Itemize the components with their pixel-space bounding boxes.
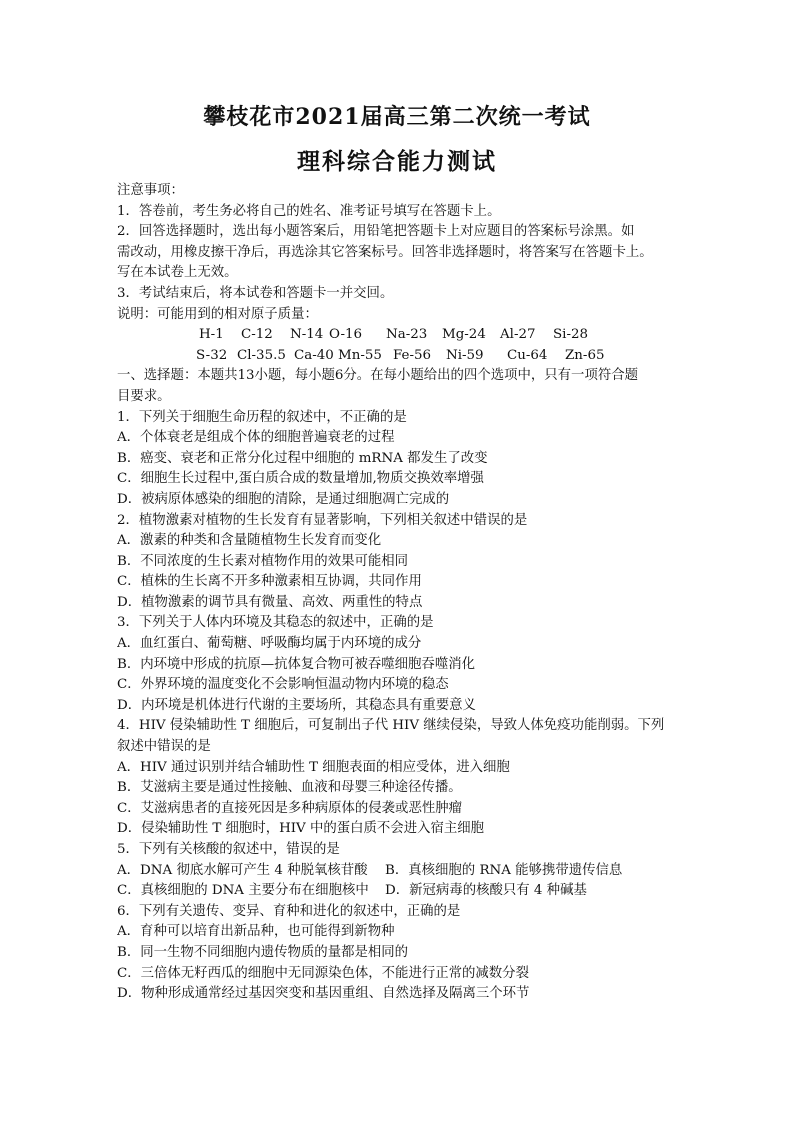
question-4-option-d: D．侵染辅助性 T 细胞时，HIV 中的蛋白质不会进入宿主细胞	[117, 821, 485, 837]
question-4-option-c: C．艾滋病患者的直接死因是多种病原体的侵袭或恶性肿瘤	[117, 800, 463, 816]
exam-title: 攀枝花市2021届高三第二次统一考试	[203, 104, 591, 130]
atomic-mass-item: Si-28	[553, 327, 589, 343]
question-3-option-b: B．内环境中形成的抗原—抗体复合物可被吞噬细胞吞噬消化	[117, 656, 475, 672]
question-5-option-d: D．新冠病毒的核酸只有 4 种碱基	[385, 883, 587, 899]
question-3-option-a: A．血红蛋白、葡萄糖、呼吸酶均属于内环境的成分	[117, 636, 422, 652]
question-2-stem: 2．植物激素对植物的生长发育有显著影响，下列相关叙述中错误的是	[117, 512, 528, 528]
question-1-option-c: C．细胞生长过程中,蛋白质合成的数量增加,物质交换效率增强	[117, 471, 484, 487]
question-4-option-a: A．HIV 通过识别并结合辅助性 T 细胞表面的相应受体，进入细胞	[117, 759, 510, 775]
note-item: 需改动，用橡皮擦干净后，再选涂其它答案标号。回答非选择题时，将答案写在答题卡上。	[117, 244, 653, 260]
question-5-option-c: C．真核细胞的 DNA 主要分布在细胞核中	[117, 883, 369, 899]
atomic-mass-item: N-14	[290, 327, 324, 343]
question-2-option-b: B．不同浓度的生长素对植物作用的效果可能相同	[117, 553, 409, 569]
atomic-mass-label: 说明：可能用到的相对原子质量：	[117, 306, 318, 322]
section-heading: 一、选择题：本题共13小题，每小题6分。在每小题给出的四个选项中，只有一项符合题	[117, 368, 639, 384]
atomic-mass-item: C-12	[241, 327, 273, 343]
note-item: 写在本试卷上无效。	[117, 265, 238, 281]
question-4-stem: 4．HIV 侵染辅助性 T 细胞后，可复制出子代 HIV 继续侵染，导致人体免疫功能削弱。下列	[117, 718, 665, 734]
exam-subtitle: 理科综合能力测试	[297, 148, 497, 175]
question-2-option-d: D．植物激素的调节具有微量、高效、两重性的特点	[117, 594, 423, 610]
atomic-mass-item: O-16	[329, 327, 363, 343]
exam-body	[117, 181, 689, 1005]
atomic-mass-item: Ni-59	[446, 347, 484, 363]
question-5-option-a: A．DNA 彻底水解可产生 4 种脱氧核苷酸	[117, 862, 368, 878]
atomic-mass-item: H-1	[199, 327, 224, 343]
notes-heading: 注意事项：	[117, 183, 184, 198]
question-6-option-d: D．物种形成通常经过基因突变和基因重组、自然选择及隔离三个环节	[117, 986, 530, 1002]
atomic-mass-item: Cl-35.5	[237, 347, 286, 363]
note-item: 1．答卷前，考生务必将自己的姓名、准考证号填写在答题卡上。	[117, 203, 501, 219]
atomic-mass-item: Al-27	[500, 327, 536, 343]
question-1-option-d: D．被病原体感染的细胞的清除，是通过细胞凋亡完成的	[117, 491, 450, 507]
atomic-mass-item: Zn-65	[565, 347, 605, 363]
question-6-stem: 6．下列有关遗传、变异、育种和进化的叙述中，正确的是	[117, 903, 461, 919]
question-4-option-b: B．艾滋病主要是通过性接触、血液和母婴三种途径传播。	[117, 780, 462, 796]
note-item: 3．考试结束后，将本试卷和答题卡一并交回。	[117, 285, 394, 301]
question-6-option-c: C．三倍体无籽西瓜的细胞中无同源染色体，不能进行正常的减数分裂	[117, 965, 529, 981]
question-5-option-b: B．真核细胞的 RNA 能够携带遗传信息	[385, 862, 623, 878]
atomic-mass-item: Ca-40	[294, 347, 334, 363]
question-5-options-row	[117, 881, 689, 902]
question-1-option-b: B．癌变、衰老和正常分化过程中细胞的 mRNA 都发生了改变	[117, 450, 488, 466]
question-6-option-b: B．同一生物不同细胞内遗传物质的量都是相同的	[117, 944, 409, 960]
question-5-stem: 5．下列有关核酸的叙述中，错误的是	[117, 842, 340, 857]
atomic-mass-item: Na-23	[386, 327, 428, 343]
question-3-option-d: D．内环境是机体进行代谢的主要场所，其稳态具有重要意义	[117, 697, 476, 713]
atomic-mass-item: Fe-56	[393, 347, 432, 363]
question-2-option-a: A．激素的种类和含量随植物生长发育而变化	[117, 533, 382, 549]
question-3-stem: 3．下列关于人体内环境及其稳态的叙述中，正确的是	[117, 615, 434, 631]
atomic-mass-row	[117, 346, 689, 367]
note-item: 2．回答选择题时，选出每小题答案后，用铅笔把答题卡上对应题目的答案标号涂黑。如	[117, 224, 635, 240]
question-4-stem: 叙述中错误的是	[117, 739, 211, 755]
atomic-mass-item: S-32	[196, 347, 228, 363]
atomic-mass-row	[117, 325, 689, 346]
question-3-option-c: C．外界环境的温度变化不会影响恒温动物内环境的稳态	[117, 677, 449, 693]
atomic-mass-item: Cu-64	[507, 347, 548, 363]
atomic-mass-item: Mg-24	[442, 327, 486, 343]
question-2-option-c: C．植株的生长离不开多种激素相互协调，共同作用	[117, 574, 422, 590]
section-heading: 目要求。	[117, 388, 171, 404]
atomic-mass-item: Mn-55	[338, 347, 382, 363]
question-5-options-row	[117, 861, 689, 882]
question-1-option-a: A．个体衰老是组成个体的细胞普遍衰老的过程	[117, 430, 395, 446]
question-6-option-a: A．育种可以培育出新品种，也可能得到新物种	[117, 924, 395, 940]
question-1-stem: 1．下列关于细胞生命历程的叙述中，不正确的是	[117, 409, 407, 425]
